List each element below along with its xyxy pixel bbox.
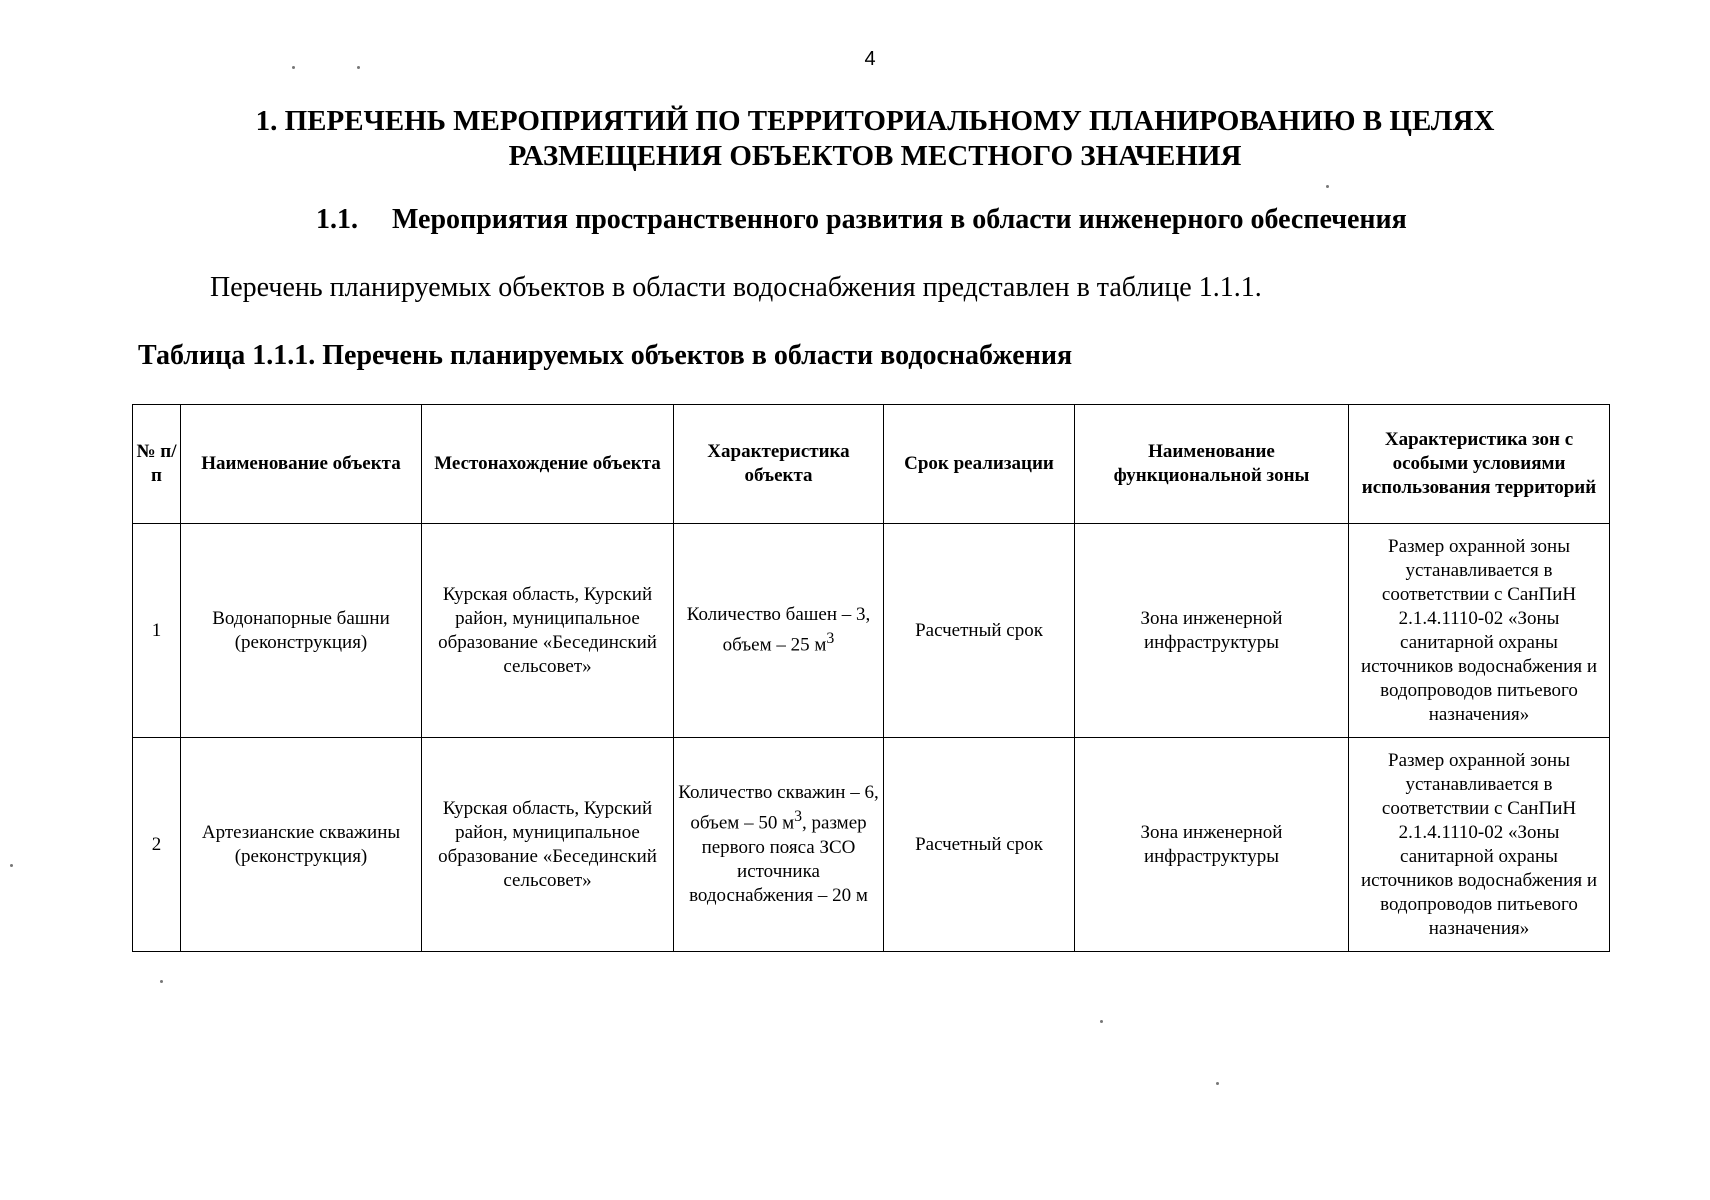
header-functional-zone: Наименование функциональной зоны [1075, 405, 1349, 524]
header-characteristic: Характеристика объекта [674, 405, 884, 524]
cell-functional-zone: Зона инженерной инфраструктуры [1075, 738, 1349, 952]
table-row [133, 738, 1610, 952]
cell-characteristic [674, 738, 884, 952]
cell-term: Расчетный срок [884, 738, 1075, 952]
scan-speck [1216, 1082, 1219, 1085]
cell-location: Курская область, Курский район, муниципальное образование «Бесединский сельсовет» [422, 524, 674, 738]
characteristic-text: Количество башен – 3, объем – 25 м [686, 604, 871, 656]
header-number: № п/п [133, 405, 181, 524]
intro-paragraph: Перечень планируемых объектов в области водоснабжения представлен в таблице 1.1.1. [210, 272, 1262, 303]
header-restrictions: Характеристика зон с особыми условиями использования территорий [1349, 405, 1610, 524]
cell-term: Расчетный срок [884, 524, 1075, 738]
superscript: 3 [794, 808, 803, 826]
scan-speck [357, 66, 360, 69]
page-title: 1. ПЕРЕЧЕНЬ МЕРОПРИЯТИЙ ПО ТЕРРИТОРИАЛЬНОМУ ПЛАНИРОВАНИЮ В ЦЕЛЯХ РАЗМЕЩЕНИЯ ОБЪЕКТОВ МЕСТНОГО ЗНАЧЕНИЯ [255, 105, 1495, 172]
cell-number: 1 [133, 524, 181, 738]
subsection-heading [316, 204, 1407, 236]
characteristic-text: Количество скважин – 6, объем – 50 м [678, 782, 879, 834]
scan-speck [10, 864, 13, 867]
cell-restrictions: Размер охранной зоны устанавливается в соответствии с СанПиН 2.1.4.1110-02 «Зоны санитарной охраны источников водоснабжения и водопроводов питьевого назначения» [1349, 738, 1610, 952]
cell-location: Курская область, Курский район, муниципальное образование «Бесединский сельсовет» [422, 738, 674, 952]
characteristic-text-cont: , размер первого пояса ЗСО источника водоснабжения – 20 м [689, 812, 868, 906]
table-caption: Таблица 1.1.1. Перечень планируемых объектов в области водоснабжения [138, 340, 1073, 371]
table-row [133, 524, 1610, 738]
cell-number: 2 [133, 738, 181, 952]
header-term: Срок реализации [884, 405, 1075, 524]
subsection-title: Мероприятия пространственного развития в области инженерного обеспечения [392, 204, 1407, 235]
superscript: 3 [826, 630, 835, 648]
header-location: Местонахождение объекта [422, 405, 674, 524]
scan-speck [1326, 185, 1329, 188]
table-header-row [133, 405, 1610, 524]
scan-speck [292, 66, 295, 69]
cell-functional-zone: Зона инженерной инфраструктуры [1075, 524, 1349, 738]
header-object-name: Наименование объекта [181, 405, 422, 524]
cell-object-name: Водонапорные башни (реконструкция) [181, 524, 422, 738]
cell-characteristic [674, 524, 884, 738]
subsection-number: 1.1. [316, 204, 358, 235]
cell-restrictions: Размер охранной зоны устанавливается в соответствии с СанПиН 2.1.4.1110-02 «Зоны санитарной охраны источников водоснабжения и водопроводов питьевого назначения» [1349, 524, 1610, 738]
scan-speck [1100, 1020, 1103, 1023]
scan-speck [160, 980, 163, 983]
water-supply-table [132, 404, 1610, 952]
page-number: 4 [864, 48, 876, 70]
cell-object-name: Артезианские скважины (реконструкция) [181, 738, 422, 952]
